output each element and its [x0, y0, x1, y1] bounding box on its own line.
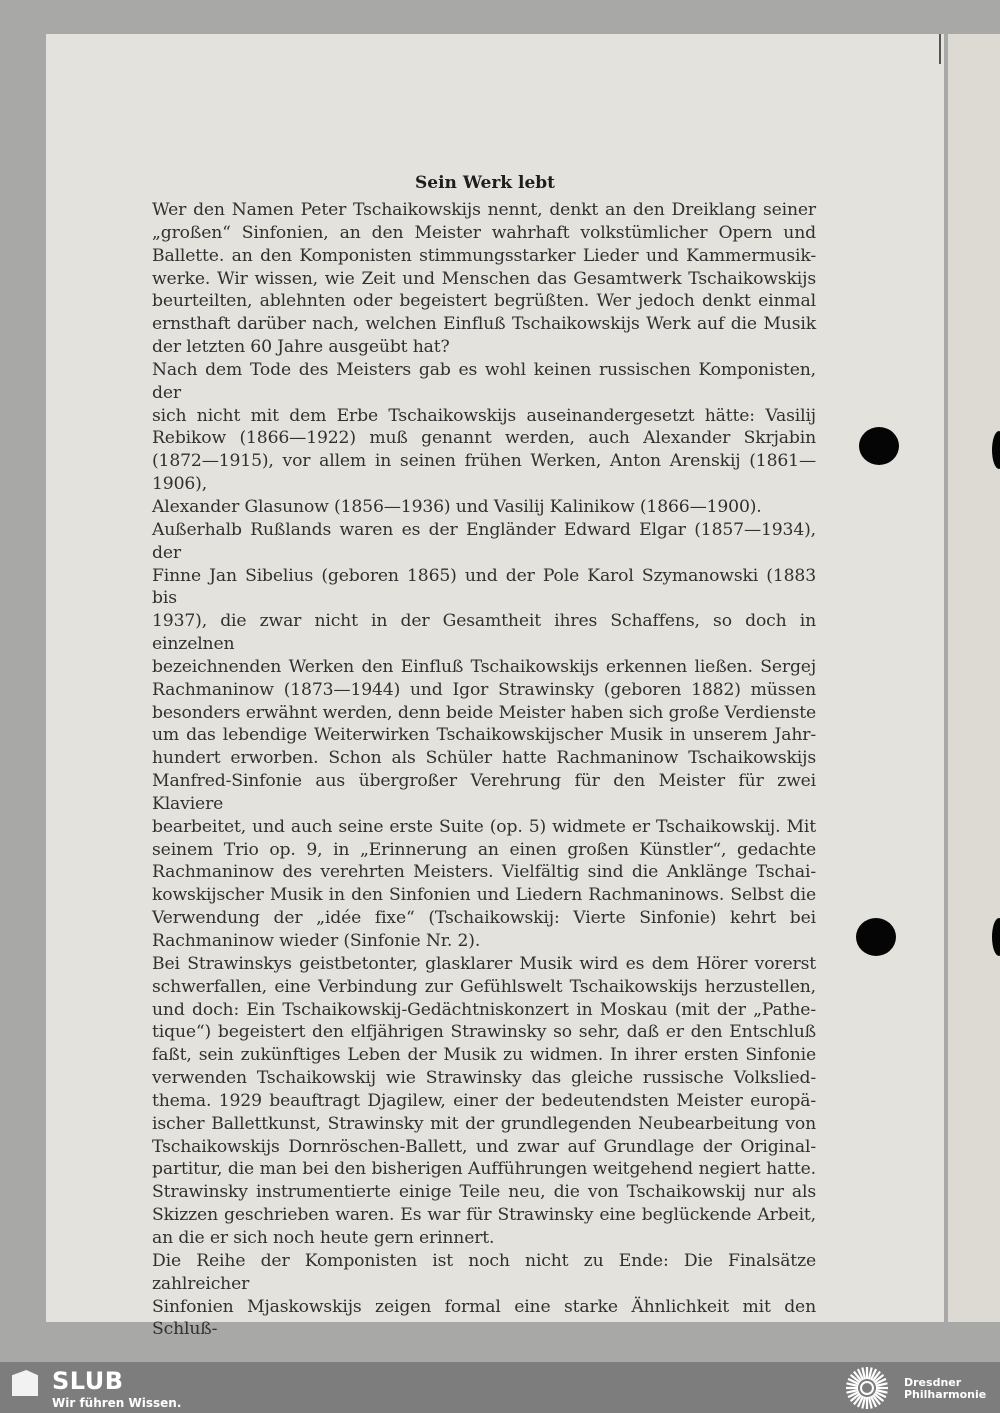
text-line: Tschaikowskijs Dornröschen-Ballett, und zwar auf Grundlage der Original-: [152, 1136, 816, 1157]
text-line: um das lebendige Weiterwirken Tschaikowskijscher Musik in unserem Jahr-: [152, 725, 816, 746]
text-line: Bei Strawinskys geistbetonter, glasklarer Musik wird es dem Hörer vorerst: [152, 953, 816, 974]
text-line: tique“) begeistert den elfjährigen Strawinsky so sehr, daß er den Entschluß: [152, 1022, 816, 1043]
text-line: Rachmaninow wieder (Sinfonie Nr. 2).: [152, 931, 481, 951]
text-line: Rebikow (1866—1922) muß genannt werden, auch Alexander Skrjabin: [152, 428, 816, 449]
text-line: Alexander Glasunow (1856—1936) und Vasilij Kalinikow (1866—1900).: [152, 496, 762, 517]
punch-hole: [859, 427, 899, 465]
text-line: Die Reihe der Komponisten ist noch nicht zu Ende: Die Finalsätze zahlreicher: [152, 1250, 816, 1294]
sunburst-logo-icon[interactable]: [842, 1366, 892, 1410]
text-line: Rachmaninow des verehrten Meisters. Vielfältig sind die Anklänge Tschai-: [152, 862, 816, 883]
text-line: (1872—1915), vor allem in seinen frühen Werken, Anton Arenskij (1861—1906),: [152, 451, 816, 495]
text-line: seinem Trio op. 9, in „Erinnerung an einen großen Künstler“, gedachte: [152, 839, 816, 860]
punch-hole: [992, 431, 1000, 469]
text-line: sich nicht mit dem Erbe Tschaikowskijs auseinandergesetzt hätte: Vasilij: [152, 405, 816, 426]
text-line: Sinfonien Mjaskowskijs zeigen formal eine starke Ähnlichkeit mit den Schluß-: [152, 1296, 816, 1340]
text-line: Rachmaninow (1873—1944) und Igor Strawinsky (geboren 1882) müssen: [152, 679, 816, 700]
text-line: an die er sich noch heute gern erinnert.: [152, 1227, 495, 1248]
adjacent-page-edge: [948, 34, 1000, 1322]
punch-hole: [856, 918, 896, 956]
slub-logo-icon[interactable]: [12, 1370, 38, 1396]
text-line: Manfred-Sinfonie aus übergroßer Verehrung für den Meister für zwei Klaviere: [152, 771, 816, 814]
page-fold-mark: [939, 34, 941, 64]
text-line: verwenden Tschaikowskij wie Strawinsky das gleiche russische Volkslied-: [152, 1068, 816, 1089]
text-line: beurteilten, ablehnten oder begeistert begrüßten. Wer jedoch denkt einmal: [152, 291, 816, 312]
text-line: Skizzen geschrieben waren. Es war für Strawinsky eine beglückende Arbeit,: [152, 1205, 816, 1226]
text-line: ischer Ballettkunst, Strawinsky mit der grundlegenden Neubearbeitung von: [152, 1113, 816, 1134]
text-line: Finne Jan Sibelius (geboren 1865) und der Pole Karol Szymanowski (1883 bis: [152, 565, 816, 609]
text-line: Ballette. an den Komponisten stimmungsstarker Lieder und Kammermusik-: [152, 245, 816, 266]
text-line: partitur, die man bei den bisherigen Aufführungen weitgehend negiert hatte.: [152, 1159, 816, 1180]
text-line: Außerhalb Rußlands waren es der Engländer Edward Elgar (1857—1934), der: [152, 519, 816, 563]
text-line: Verwendung der „idée fixe“ (Tschaikowskij: Vierte Sinfonie) kehrt bei: [152, 908, 816, 929]
text-line: der letzten 60 Jahre ausgeübt hat?: [152, 337, 450, 358]
page-title: Sein Werk lebt: [414, 173, 556, 193]
text-line: ernsthaft darüber nach, welchen Einfluß Tschaikowskijs Werk auf die Musik: [152, 314, 816, 335]
text-line: Nach dem Tode des Meisters gab es wohl keinen russischen Komponisten, der: [152, 359, 816, 403]
text-line: kowskijscher Musik in den Sinfonien und Liedern Rachmaninows. Selbst die: [152, 885, 816, 906]
slub-name[interactable]: SLUB: [52, 1367, 124, 1395]
partner-name-line1: Dresdner: [904, 1376, 962, 1389]
text-line: thema. 1929 beauftragt Djagilew, einer der bedeutendsten Meister europä-: [152, 1090, 816, 1111]
text-line: werke. Wir wissen, wie Zeit und Menschen das Gesamtwerk Tschaikowskijs: [152, 268, 816, 289]
article-body: [152, 199, 816, 1341]
text-line: hundert erworben. Schon als Schüler hatte Rachmaninow Tschaikowskijs: [152, 748, 816, 769]
text-line: bearbeitet, und auch seine erste Suite (op. 5) widmete er Tschaikowskij. Mit: [152, 816, 816, 837]
text-line: Strawinsky instrumentierte einige Teile neu, die von Tschaikowskij nur als: [152, 1182, 816, 1203]
text-line: „großen“ Sinfonien, an den Meister wahrhaft volkstümlicher Opern und: [152, 222, 816, 243]
text-line: Wer den Namen Peter Tschaikowskijs nennt, denkt an den Dreiklang seiner: [152, 200, 816, 220]
partner-name-line2: Philharmonie: [904, 1388, 987, 1401]
footer-bar: [0, 1362, 1000, 1413]
partner-name[interactable]: [904, 1377, 986, 1401]
text-line: faßt, sein zukünftiges Leben der Musik zu widmen. In ihrer ersten Sinfonie: [152, 1045, 816, 1066]
text-line: besonders erwähnt werden, denn beide Meister haben sich große Verdienste: [152, 702, 816, 723]
text-line: und doch: Ein Tschaikowskij-Gedächtniskonzert in Moskau (mit der „Pathe-: [152, 999, 816, 1020]
text-line: schwerfallen, eine Verbindung zur Gefühlswelt Tschaikowskijs herzustellen,: [152, 976, 816, 997]
punch-hole: [992, 918, 1000, 956]
text-line: bezeichnenden Werken den Einfluß Tschaikowskijs erkennen ließen. Sergej: [152, 656, 816, 677]
slub-tagline: Wir führen Wissen.: [52, 1396, 182, 1410]
text-line: 1937), die zwar nicht in der Gesamtheit ihres Schaffens, so doch in einzelnen: [152, 611, 816, 655]
